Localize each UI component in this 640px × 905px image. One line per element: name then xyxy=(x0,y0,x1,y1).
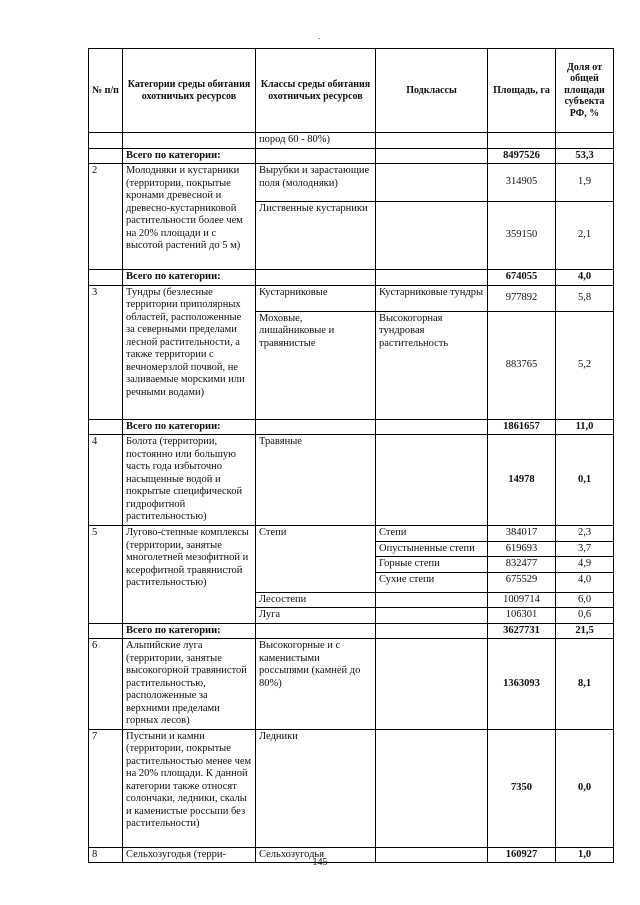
area-cell: 359150 xyxy=(488,202,556,270)
table-row xyxy=(89,639,614,730)
header-share: Доля от общей площади субъекта РФ, % xyxy=(556,49,614,133)
header-area: Площадь, га xyxy=(488,49,556,133)
area-cell: 1009714 xyxy=(488,592,556,608)
area-cell: 977892 xyxy=(488,285,556,311)
class-cell: Степи xyxy=(256,526,376,593)
share-cell: 6,0 xyxy=(556,592,614,608)
category-cell: Альпийские луга (территории, занятые высокогорной травянистой растительностью, расположенные за верхними пределами горных лесов) xyxy=(123,639,256,730)
habitat-table xyxy=(88,48,614,863)
subclass-cell: Сухие степи xyxy=(376,572,488,592)
header-no: № п/п xyxy=(89,49,123,133)
table-row xyxy=(89,435,614,526)
category-cell: Сельхозугодья (терри- xyxy=(123,847,256,863)
share-cell: 5,2 xyxy=(556,311,614,419)
scan-speck xyxy=(318,38,320,39)
share-cell: 5,8 xyxy=(556,285,614,311)
class-cell: Высокогорные и с каменистыми россыпями (камней до 80%) xyxy=(256,639,376,730)
table-row xyxy=(89,133,614,149)
total-label: Всего по категории: xyxy=(123,623,256,639)
total-row xyxy=(89,148,614,164)
share-cell: 0,0 xyxy=(556,729,614,847)
area-cell: 675529 xyxy=(488,572,556,592)
class-cell: пород 60 - 80%) xyxy=(256,133,376,149)
total-label: Всего по категории: xyxy=(123,148,256,164)
subclass-cell: Степи xyxy=(376,526,488,542)
class-cell: Ледники xyxy=(256,729,376,847)
area-cell: 1363093 xyxy=(488,639,556,730)
total-share: 53,3 xyxy=(556,148,614,164)
area-cell: 619693 xyxy=(488,541,556,557)
share-cell: 2,3 xyxy=(556,526,614,542)
row-number: 4 xyxy=(89,435,123,526)
total-area: 1861657 xyxy=(488,419,556,435)
table-row xyxy=(89,164,614,202)
area-cell: 314905 xyxy=(488,164,556,202)
share-cell: 4,0 xyxy=(556,572,614,592)
header-class: Классы среды обитания охотничьих ресурсов xyxy=(256,49,376,133)
row-number: 3 xyxy=(89,285,123,419)
table-row xyxy=(89,526,614,542)
class-cell: Кустарниковые xyxy=(256,285,376,311)
area-cell: 7350 xyxy=(488,729,556,847)
total-label: Всего по категории: xyxy=(123,419,256,435)
total-label: Всего по категории: xyxy=(123,270,256,286)
row-number: 6 xyxy=(89,639,123,730)
share-cell: 2,1 xyxy=(556,202,614,270)
share-cell: 0,1 xyxy=(556,435,614,526)
header-subclass: Подклассы xyxy=(376,49,488,133)
row-number: 5 xyxy=(89,526,123,624)
category-cell: Пустыни и камни (территории, покрытые растительностью менее чем на 20% площади. К данной категории также относят солончаки, ледники, скалы и каменистые россыпи без растительности) xyxy=(123,729,256,847)
total-row xyxy=(89,270,614,286)
share-cell: 1,0 xyxy=(556,847,614,863)
row-number: 8 xyxy=(89,847,123,863)
area-cell: 106301 xyxy=(488,608,556,624)
page-number: 145 xyxy=(312,857,328,868)
area-cell: 832477 xyxy=(488,557,556,573)
share-cell: 8,1 xyxy=(556,639,614,730)
subclass-cell: Кустарниковые тундры xyxy=(376,285,488,311)
class-cell: Лесостепи xyxy=(256,592,376,608)
area-cell: 883765 xyxy=(488,311,556,419)
table-row xyxy=(89,729,614,847)
share-cell: 3,7 xyxy=(556,541,614,557)
row-number: 2 xyxy=(89,164,123,270)
class-cell: Моховые, лишайниковые и травянистые xyxy=(256,311,376,419)
area-cell: 384017 xyxy=(488,526,556,542)
class-cell: Сельхозугодья xyxy=(256,847,376,863)
class-cell: Вырубки и зарастающие поля (молодняки) xyxy=(256,164,376,202)
share-cell: 1,9 xyxy=(556,164,614,202)
subclass-cell: Горные степи xyxy=(376,557,488,573)
class-cell: Луга xyxy=(256,608,376,624)
subclass-cell: Опустыненные степи xyxy=(376,541,488,557)
total-row xyxy=(89,623,614,639)
total-area: 8497526 xyxy=(488,148,556,164)
share-cell: 0,6 xyxy=(556,608,614,624)
category-cell: Тундры (безлесные территории приполярных областей, расположенные за северными пределами лесной растительности, а также территории с вечномерзлой почвой, не заливаемые морскими или речными водами) xyxy=(123,285,256,419)
total-share: 4,0 xyxy=(556,270,614,286)
total-share: 21,5 xyxy=(556,623,614,639)
category-cell: Лугово-степные комплексы (территории, занятые многолетней мезофитной и ксерофитной травянистой растительностью) xyxy=(123,526,256,624)
class-cell: Лиственные кустарники xyxy=(256,202,376,270)
subclass-cell: Высокогорная тундровая растительность xyxy=(376,311,488,419)
table-row xyxy=(89,285,614,311)
class-cell: Травяные xyxy=(256,435,376,526)
header-category: Категории среды обитания охотничьих ресурсов xyxy=(123,49,256,133)
area-cell: 14978 xyxy=(488,435,556,526)
row-number: 7 xyxy=(89,729,123,847)
category-cell: Молодняки и кустарники (территории, покрытые кронами древесной и древесно-кустарниковой растительности более чем на 20% площади и с высотой растений до 5 м) xyxy=(123,164,256,270)
total-area: 674055 xyxy=(488,270,556,286)
area-cell: 160927 xyxy=(488,847,556,863)
category-cell: Болота (территории, постоянно или большую часть года избыточно насыщенные водой и покрытые специфической гидрофитной растительностью) xyxy=(123,435,256,526)
total-row xyxy=(89,419,614,435)
share-cell: 4,9 xyxy=(556,557,614,573)
total-area: 3627731 xyxy=(488,623,556,639)
total-share: 11,0 xyxy=(556,419,614,435)
table-header-row xyxy=(89,49,614,133)
